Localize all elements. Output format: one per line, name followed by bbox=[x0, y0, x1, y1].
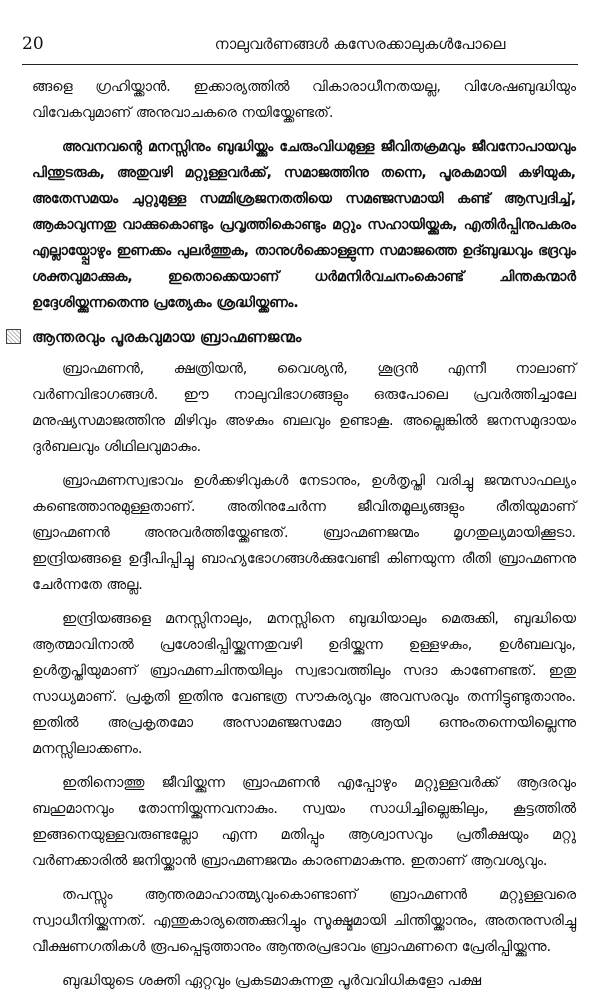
page-body bbox=[32, 74, 576, 989]
running-title: നാലുവർണങ്ങൾ കസേരക്കാലുകൾപോലെ bbox=[214, 35, 506, 53]
paragraph: തപസ്സും ആന്തരമാഹാത്മ്യവുംകൊണ്ടാണ് ബ്രാഹ്മണൻ മറ്റുള്ളവരെ സ്വാധീനിയ്ക്കുന്നത്. എന്തുകാര്യത്തെക്കുറിച്ചും സൂക്ഷ്മമായി ചിന്തിയ്ക്കാനും, അതനുസരിച്ചു വീക്ഷണഗതികൾ രൂപപ്പെടുത്താനും ആന്തരപ്രഭാവം ബ്രാഹ്മണനെ പ്രേരിപ്പിയ്ക്കുന്നു. bbox=[32, 887, 576, 955]
paragraph-bold-emphasis: അവനവന്റെ മനസ്സിനും ബുദ്ധിയ്ക്കും ചേരുംവിധമുള്ള ജീവിതക്രമവും ജീവനോപായവും പിന്തുടരുക, അതുവഴി മറ്റുള്ളവർക്ക്, സമാജത്തിനു തന്നെ, പൂരകമായി കഴിയുക, അതേസമയം ചുറ്റുമുള്ള സമ്മിശ്രജനതതിയെ സമഞ്ജസമായി കണ്ട് ആസ്വദിച്ച്, ആകാവുന്നതു വാക്കുകൊണ്ടും പ്രവൃത്തികൊണ്ടും മറ്റും സഹായിയ്ക്കുക, എതിർപ്പിനുപകരം എല്ലായ്പ്പോഴും ഇണക്കം പുലർത്തുക, താനുൾക്കൊള്ളുന്ന സമാജത്തെ ഉദ്ബുദ്ധവും ഭദ്രവും ശക്തവുമാക്കുക, ഇതൊക്കെയാണ് ധർമനിർവചനംകൊണ്ട് ചിന്തകന്മാർ ഉദ്ദേശിയ്ക്കുന്നതെന്നു പ്രത്യേകം ശ്രദ്ധിയ്ക്കണം. bbox=[32, 139, 576, 311]
paragraph: ബ്രാഹ്മണൻ, ക്ഷത്രിയൻ, വൈശ്യൻ, ശൂദ്രൻ എന്നീ നാലാണ് വർണവിഭാഗങ്ങൾ. ഈ നാലുവിഭാഗങ്ങളും ഒരുപോലെ പ്രവർത്തിച്ചാലേ മനുഷ്യസമാജത്തിനു മിഴിവും അഴകും ബലവും ഉണ്ടാകൂ. അല്ലെങ്കിൽ ജനസമുദായം ദുർബലവും ശിഥിലവുമാകും. bbox=[32, 361, 576, 455]
paragraph: ബ്രാഹ്മണസ്വഭാവം ഉൾക്കഴിവുകൾ നേടാനും, ഉൾതൃപ്തി വരിച്ചു ജന്മസാഫല്യം കണ്ടെത്താനുമുള്ളതാണ്. അതിനുചേർന്ന ജീവിതമൂല്യങ്ങളും രീതിയുമാണ് ബ്രാഹ്മണൻ അനുവർത്തിയ്ക്കേണ്ടത്. ബ്രാഹ്മണജന്മം മൃഗതുല്യമായിക്കൂടാ. ഇന്ദ്രിയങ്ങളെ ഉദ്ദീപിപ്പിച്ചു ബാഹ്യഭോഗങ്ങൾക്കുവേണ്ടി കിണയുന്ന രീതി ബ്രാഹ്മണനു ചേർന്നതേ അല്ല. bbox=[32, 473, 576, 593]
page-header bbox=[22, 34, 578, 56]
section-heading bbox=[32, 324, 576, 350]
header-rule bbox=[22, 64, 578, 65]
heading-bullet-icon bbox=[6, 329, 21, 344]
page-number: 20 bbox=[22, 34, 44, 54]
paragraph-truncated: ബുദ്ധിയുടെ ശക്തി ഏറ്റവും പ്രകടമാകുന്നതു പൂർവവിധികളോ പക്ഷ bbox=[62, 973, 481, 989]
paragraph: ഇന്ദ്രിയങ്ങളെ മനസ്സിനാലും, മനസ്സിനെ ബുദ്ധിയാലും മെരുക്കി, ബുദ്ധിയെ ആത്മാവിനാൽ പ്രശോഭിപ്പിയ്ക്കുന്നതുവഴി ഉദിയ്ക്കുന്ന ഉള്ളഴകും, ഉൾബലവും, ഉൾതൃപ്തിയുമാണ് ബ്രാഹ്മണചിന്തയിലും സ്വഭാവത്തിലും സദാ കാണേണ്ടത്. ഇതു സാധ്യമാണ്. പ്രകൃതി ഇതിനു വേണ്ടത്ര സൗകര്യവും അവസരവും തന്നിട്ടുണ്ടുതാനും. ഇതിൽ അപ്രകൃതമോ അസാമഞ്ജസമോ ആയി ഒന്നുംതന്നെയില്ലെന്നു മനസ്സിലാക്കണം. bbox=[32, 611, 576, 757]
paragraph: ഇതിനൊത്തു ജീവിയ്ക്കുന്ന ബ്രാഹ്മണൻ എപ്പോഴും മറ്റുള്ളവർക്ക് ആദരവും ബഹുമാനവും തോന്നിയ്ക്കുന്നവനാകും. സ്വയം സാധിച്ചില്ലെങ്കിലും, കൂട്ടത്തിൽ ഇങ്ങനെയുള്ളവരുണ്ടല്ലോ എന്ന മതിപ്പും ആശ്വാസവും പ്രതീക്ഷയും മറ്റു വർണക്കാരിൽ ജനിയ്ക്കാൻ ബ്രാഹ്മണജന്മം കാരണമാകുന്നു. ഇതാണ് ആവശ്യവും. bbox=[32, 775, 576, 869]
section-heading-text: ആന്തരവും പൂരകവുമായ ബ്രാഹ്മണജന്മം bbox=[32, 328, 302, 346]
paragraph-continued: ങ്ങളെ ഗ്രഹിയ്ക്കാൻ. ഇക്കാര്യത്തിൽ വികാരാധീനതയല്ല, വിശേഷബുദ്ധിയും വിവേകവുമാണ് അനുവാചകരെ നയിയ്ക്കേണ്ടത്. bbox=[32, 79, 576, 121]
